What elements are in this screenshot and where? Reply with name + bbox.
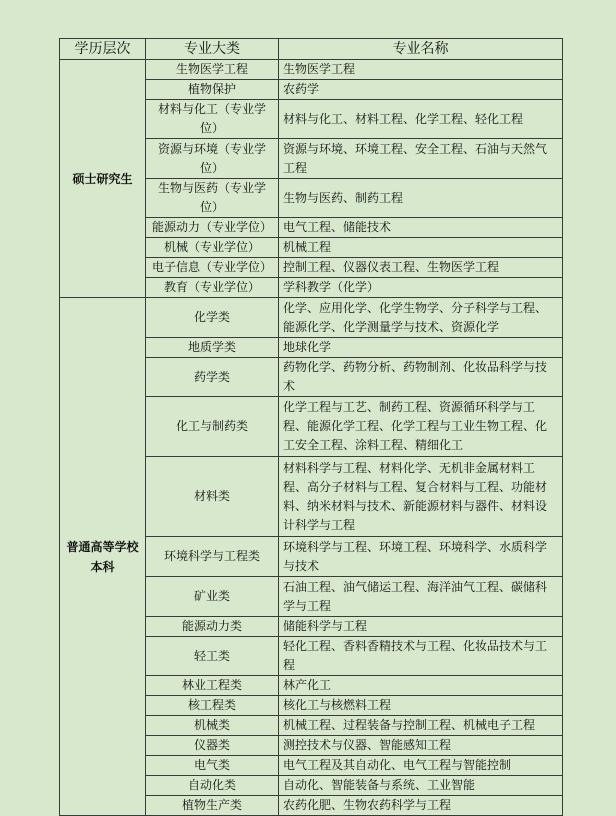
category-cell: 生物与医药（专业学位）	[146, 179, 279, 218]
table-row	[60, 60, 563, 80]
header-category: 专业大类	[146, 39, 279, 60]
category-cell: 植物生产类	[146, 796, 279, 816]
category-cell: 教育（专业学位）	[146, 278, 279, 298]
names-cell: 电气工程及其自动化、电气工程与智能控制	[279, 756, 563, 776]
category-cell: 仪器类	[146, 736, 279, 756]
category-cell: 植物保护	[146, 80, 279, 100]
majors-table-container	[59, 38, 562, 816]
category-cell: 环境科学与工程类	[146, 537, 279, 577]
category-cell: 自动化类	[146, 776, 279, 796]
names-cell: 学科教学（化学）	[279, 278, 563, 298]
names-cell: 生物与医药、制药工程	[279, 179, 563, 218]
category-cell: 材料类	[146, 457, 279, 537]
category-cell: 轻工类	[146, 637, 279, 676]
names-cell: 机械工程、过程装备与控制工程、机械电子工程	[279, 716, 563, 736]
category-cell: 矿业类	[146, 577, 279, 617]
category-cell: 生物医学工程	[146, 60, 279, 80]
majors-table	[59, 38, 563, 816]
names-cell: 资源与环境、环境工程、安全工程、石油与天然气工程	[279, 139, 563, 179]
names-cell: 控制工程、仪器仪表工程、生物医学工程	[279, 258, 563, 278]
category-cell: 资源与环境（专业学位）	[146, 139, 279, 179]
header-name: 专业名称	[279, 39, 563, 60]
names-cell: 化学工程与工艺、制药工程、资源循环科学与工程、能源化学工程、化学工程与工业生物工程、化工安全工程、涂料工程、精细化工	[279, 397, 563, 457]
names-cell: 测控技术与仪器、智能感知工程	[279, 736, 563, 756]
names-cell: 材料科学与工程、材料化学、无机非金属材料工程、高分子材料与工程、复合材料与工程、功能材料、纳米材料与技术、新能源材料与器件、材料设计科学与工程	[279, 457, 563, 537]
header-row	[60, 39, 563, 60]
names-cell: 生物医学工程	[279, 60, 563, 80]
category-cell: 核工程类	[146, 696, 279, 716]
names-cell: 自动化、智能装备与系统、工业智能	[279, 776, 563, 796]
names-cell: 石油工程、油气储运工程、海洋油气工程、碳储科学与工程	[279, 577, 563, 617]
names-cell: 农药化肥、生物农药科学与工程	[279, 796, 563, 816]
names-cell: 储能科学与工程	[279, 617, 563, 637]
names-cell: 机械工程	[279, 238, 563, 258]
category-cell: 林业工程类	[146, 676, 279, 696]
names-cell: 核化工与核燃料工程	[279, 696, 563, 716]
category-cell: 电气类	[146, 756, 279, 776]
names-cell: 材料与化工、材料工程、化学工程、轻化工程	[279, 100, 563, 139]
category-cell: 电子信息（专业学位）	[146, 258, 279, 278]
category-cell: 机械（专业学位）	[146, 238, 279, 258]
category-cell: 化工与制药类	[146, 397, 279, 457]
names-cell: 环境科学与工程、环境工程、环境科学、水质科学与技术	[279, 537, 563, 577]
table-row	[60, 298, 563, 338]
category-cell: 药学类	[146, 358, 279, 397]
category-cell: 能源动力（专业学位）	[146, 218, 279, 238]
names-cell: 电气工程、储能技术	[279, 218, 563, 238]
names-cell: 农药学	[279, 80, 563, 100]
names-cell: 药物化学、药物分析、药物制剂、化妆品科学与技术	[279, 358, 563, 397]
names-cell: 地球化学	[279, 338, 563, 358]
level-cell: 普通高等学校本科	[60, 298, 146, 816]
level-cell: 硕士研究生	[60, 60, 146, 298]
names-cell: 林产化工	[279, 676, 563, 696]
category-cell: 化学类	[146, 298, 279, 338]
header-level: 学历层次	[60, 39, 146, 60]
names-cell: 轻化工程、香料香精技术与工程、化妆品技术与工程	[279, 637, 563, 676]
category-cell: 地质学类	[146, 338, 279, 358]
category-cell: 材料与化工（专业学位）	[146, 100, 279, 139]
category-cell: 机械类	[146, 716, 279, 736]
names-cell: 化学、应用化学、化学生物学、分子科学与工程、能源化学、化学测量学与技术、资源化学	[279, 298, 563, 338]
category-cell: 能源动力类	[146, 617, 279, 637]
